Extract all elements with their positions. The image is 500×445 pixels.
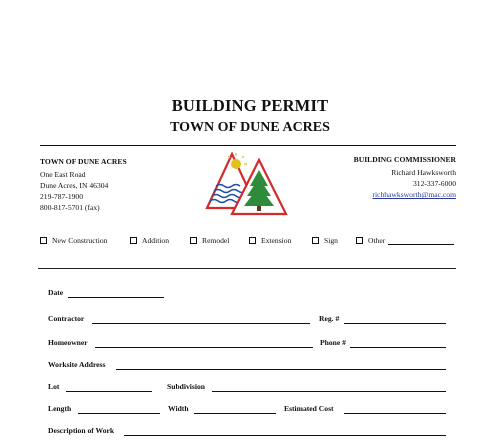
length-label: Length: [48, 404, 72, 413]
checkbox-icon[interactable]: [312, 237, 319, 244]
option-label: Remodel: [202, 236, 230, 245]
commissioner-name: Richard Hawksworth: [391, 168, 456, 177]
option-label: Other: [368, 236, 386, 245]
checkbox-icon[interactable]: [249, 237, 256, 244]
subdivision-field[interactable]: [212, 391, 446, 392]
option-remodel[interactable]: [190, 236, 229, 245]
commissioner-phone: 312-337-6000: [412, 179, 456, 188]
date-label: Date: [48, 288, 64, 297]
subdivision-label: Subdivision: [167, 382, 205, 391]
option-label: Addition: [142, 236, 170, 245]
checkbox-icon[interactable]: [190, 237, 197, 244]
reg-label: Reg. #: [319, 314, 340, 323]
estimated-cost-field[interactable]: [344, 413, 446, 414]
length-field[interactable]: [78, 413, 160, 414]
other-input-line[interactable]: [388, 237, 454, 245]
permit-subtitle: TOWN OF DUNE ACRES: [170, 120, 330, 135]
option-extension[interactable]: [249, 236, 291, 245]
phone-field[interactable]: [350, 347, 446, 348]
permit-title: BUILDING PERMIT: [171, 96, 329, 115]
description-of-work-label: Description of Work: [48, 426, 115, 435]
homeowner-field[interactable]: [95, 347, 313, 348]
option-new-construction[interactable]: [40, 236, 107, 245]
homeowner-label: Homeowner: [48, 338, 88, 347]
phone-label: Phone #: [320, 338, 346, 347]
estimated-cost-label: Estimated Cost: [284, 404, 334, 413]
worksite-address-label: Worksite Address: [48, 360, 106, 369]
commissioner-title: BUILDING COMMISSIONER: [353, 155, 456, 164]
town-fax: 800-817-5701 (fax): [40, 203, 100, 212]
checkbox-icon[interactable]: [356, 237, 363, 244]
town-logo: [204, 150, 288, 218]
town-name: TOWN OF DUNE ACRES: [40, 157, 127, 166]
section-divider: [38, 268, 456, 269]
town-address-line1: One East Road: [40, 170, 86, 179]
date-field[interactable]: [68, 297, 164, 298]
header-rule: [40, 145, 456, 146]
width-label: Width: [168, 404, 189, 413]
town-contact-block: [40, 156, 127, 213]
option-label: Extension: [261, 236, 292, 245]
checkbox-icon[interactable]: [130, 237, 137, 244]
commissioner-contact-block: [354, 154, 456, 200]
description-of-work-field[interactable]: [124, 435, 446, 436]
option-addition[interactable]: [130, 236, 169, 245]
commissioner-email-link[interactable]: richhawksworth@mac.com: [372, 190, 456, 199]
checkbox-icon[interactable]: [40, 237, 47, 244]
option-sign[interactable]: [312, 236, 338, 245]
option-label: Sign: [324, 236, 338, 245]
lot-label: Lot: [48, 382, 60, 391]
option-other[interactable]: [356, 236, 454, 245]
worksite-address-field[interactable]: [116, 369, 446, 370]
width-field[interactable]: [194, 413, 276, 414]
contractor-label: Contractor: [48, 314, 85, 323]
reg-field[interactable]: [344, 323, 446, 324]
option-label: New Construction: [52, 236, 108, 245]
town-phone: 219-787-1900: [40, 192, 84, 201]
lot-field[interactable]: [66, 391, 152, 392]
contractor-field[interactable]: [92, 323, 310, 324]
town-address-line2: Dune Acres, IN 46304: [40, 181, 109, 190]
